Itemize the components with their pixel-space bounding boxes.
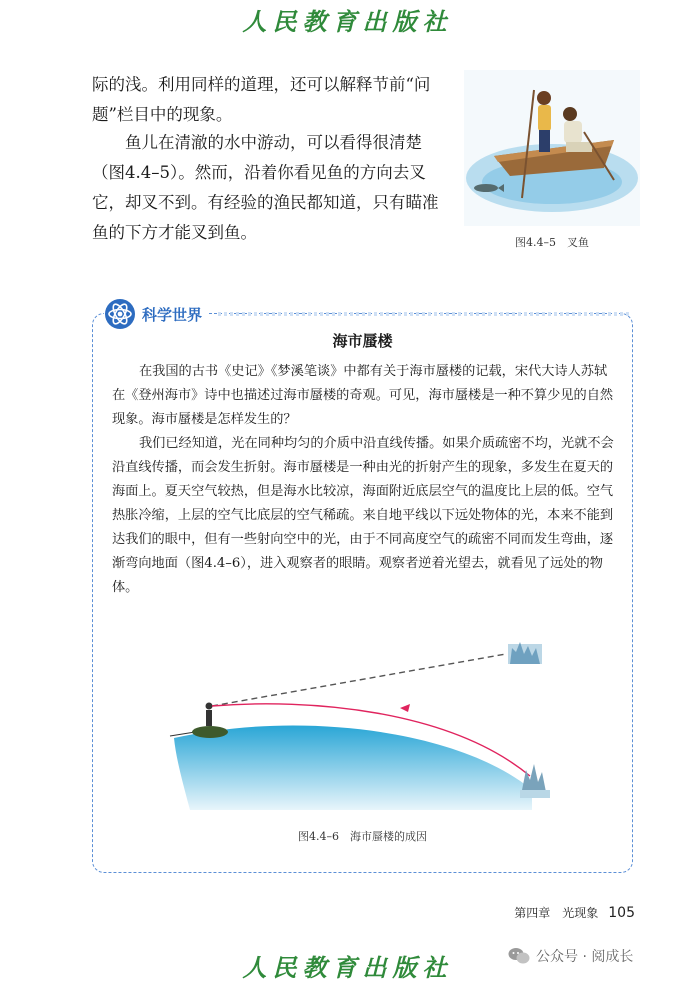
- page-number: 105: [608, 905, 635, 921]
- fishing-scene-image: [464, 70, 640, 226]
- intro-paragraph-1: 际的浅。利用同样的道理，还可以解释节前“问题”栏目中的现象。: [92, 75, 431, 124]
- real-distant-buildings: [520, 764, 550, 798]
- observer-hill: [192, 726, 228, 738]
- watermark-text: 公众号 · 阅成长: [536, 949, 634, 965]
- sea-surface: [174, 726, 532, 810]
- publisher-logo-bottom: 人民教育出版社: [242, 953, 453, 982]
- intro-paragraph-2: 鱼儿在清澈的水中游动，可以看得很清楚（图4.4–5）。然而，沿着你看见鱼的方向去叉它，却叉不到。有经验的渔民都知道，只有瞄准鱼的下方才能叉到鱼。: [92, 133, 439, 242]
- figure-caption-4-4-6: 图4.4–6 海市蜃楼的成因: [298, 830, 427, 843]
- chapter-title: 第四章 光现象: [514, 906, 599, 920]
- figure-caption-4-4-5: 图4.4–5 叉鱼: [515, 236, 589, 249]
- header-decor-stripe: [218, 312, 630, 316]
- observer-figure: [206, 703, 213, 727]
- wechat-watermark: [508, 946, 633, 966]
- mirage-diagram: [160, 630, 580, 810]
- atom-icon: [104, 298, 136, 330]
- publisher-logo-top: 人民教育出版社: [242, 7, 453, 36]
- mirage-image: [508, 642, 542, 664]
- science-world-header: [104, 296, 208, 332]
- ray-direction-arrow: [400, 704, 410, 712]
- mirage-diagram-svg: [160, 630, 580, 810]
- science-world-label: 科学世界: [142, 305, 203, 324]
- page-footer: [420, 904, 635, 921]
- fishing-illustration: [464, 70, 640, 226]
- apparent-sight-line: [212, 654, 506, 706]
- article-paragraph-2: 我们已经知道，光在同种均匀的介质中沿直线传播。如果介质疏密不均，光就不会沿直线传播，而会发生折射。海市蜃楼是一种由光的折射产生的现象，多发生在夏天的海面上。夏天空气较热，但是海水比较凉，海面附近底层空气的温度比上层的低。空气热胀冷缩，上层的空气比底层的空气稀疏。来自地平线以下远处物体的光，本来不能到达我们的眼中，但有一些射向空中的光，由于不同高度空气的疏密不同而发生弯曲，逐渐弯向地面（图4.4–6），进入观察者的眼睛。观察者逆着光望去，就看见了远处的物体。: [112, 436, 614, 595]
- wechat-icon: [508, 947, 530, 965]
- article-title: 海市蜃楼: [332, 332, 393, 350]
- article-paragraph-1: 在我国的古书《史记》《梦溪笔谈》中都有关于海市蜃楼的记载，宋代大诗人苏轼在《登州海市》诗中也描述过海市蜃楼的奇观。可见，海市蜃楼是一种不算少见的自然现象。海市蜃楼是怎样发生的？: [112, 364, 614, 427]
